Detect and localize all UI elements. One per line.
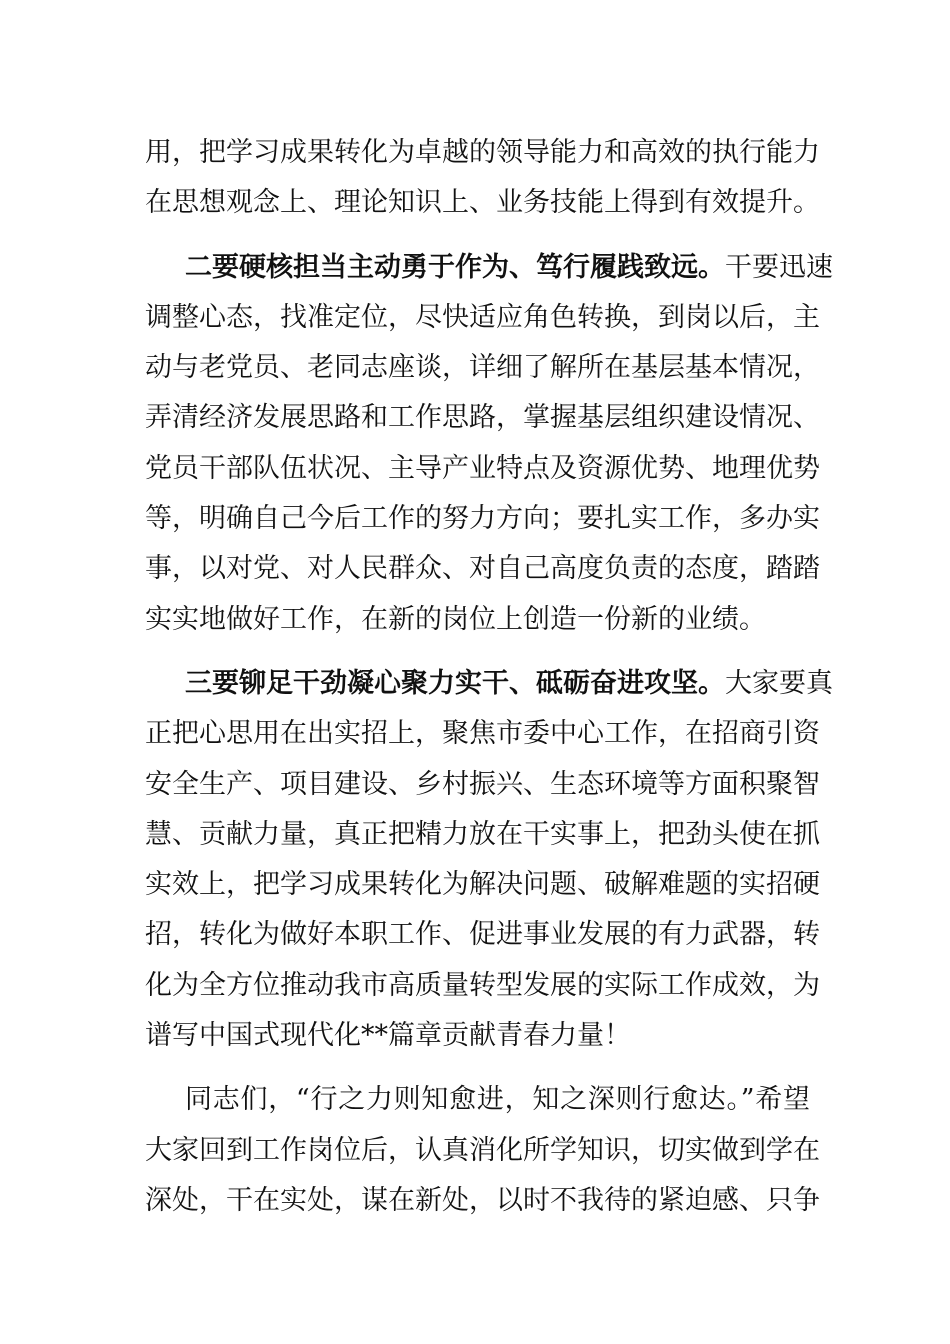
paragraph-first-line [145,659,833,709]
paragraph-first-line [145,243,833,293]
text-line: 谱写中国式现代化**篇章贡献青春力量！ [145,1020,631,1052]
text-line: 党员干部队伍状况、主导产业特点及资源优势、地理优势 [145,452,820,484]
text-line: 正把心思用在出实招上，聚焦市委中心工作，在招商引资 [145,718,820,750]
text-line: 动与老党员、老同志座谈，详细了解所在基层基本情况， [145,352,820,384]
text-line: 化为全方位推动我市高质量转型发展的实际工作成效，为 [145,969,820,1001]
text-line: 在思想观念上、理论知识上、业务技能上得到有效提升。 [145,187,820,219]
text-line: 深处，干在实处，谋在新处，以时不我待的紧迫感、只争 [145,1184,820,1216]
text-line: 用，把学习成果转化为卓越的领导能力和高效的执行能力 [145,137,820,168]
paragraph [145,243,833,645]
text-line: 等，明确自己今后工作的努力方向；要扎实工作，多办实 [145,503,820,535]
text-run: 大家要真 [725,667,833,699]
text-line: 事，以对党、对人民群众、对自己高度负责的态度，踏踏 [145,553,820,585]
text-line: 慧、贡献力量，真正把精力放在干实事上，把劲头使在抓 [145,818,820,850]
text-line: 调整心态，找准定位，尽快适应角色转换，到岗以后，主 [145,301,820,333]
paragraph [145,128,820,229]
paragraph-heading: 三要铆足干劲凝心聚力实干、砥砺奋进攻坚。 [185,667,725,699]
text-line: 大家回到工作岗位后，认真消化所学知识，切实做到学在 [145,1134,820,1166]
document-body [145,128,833,1226]
text-line: 实效上，把学习成果转化为解决问题、破解难题的实招硬 [145,869,820,901]
paragraph-heading: 二要硬核担当主动勇于作为、笃行履践致远。 [185,251,725,283]
text-line: 招，转化为做好本职工作、促进事业发展的有力武器，转 [145,919,820,951]
text-line: 弄清经济发展思路和工作思路，掌握基层组织建设情况、 [145,402,820,434]
text-run: 干要迅速 [725,251,833,283]
paragraph [145,659,833,1061]
text-line: 实实地做好工作，在新的岗位上创造一份新的业绩。 [145,603,766,635]
paragraph [145,1075,820,1226]
text-line: 安全生产、项目建设、乡村振兴、生态环境等方面积聚智 [145,768,820,800]
paragraph-first-line: 同志们，“行之力则知愈进，知之深则行愈达。”希望 [185,1084,810,1116]
